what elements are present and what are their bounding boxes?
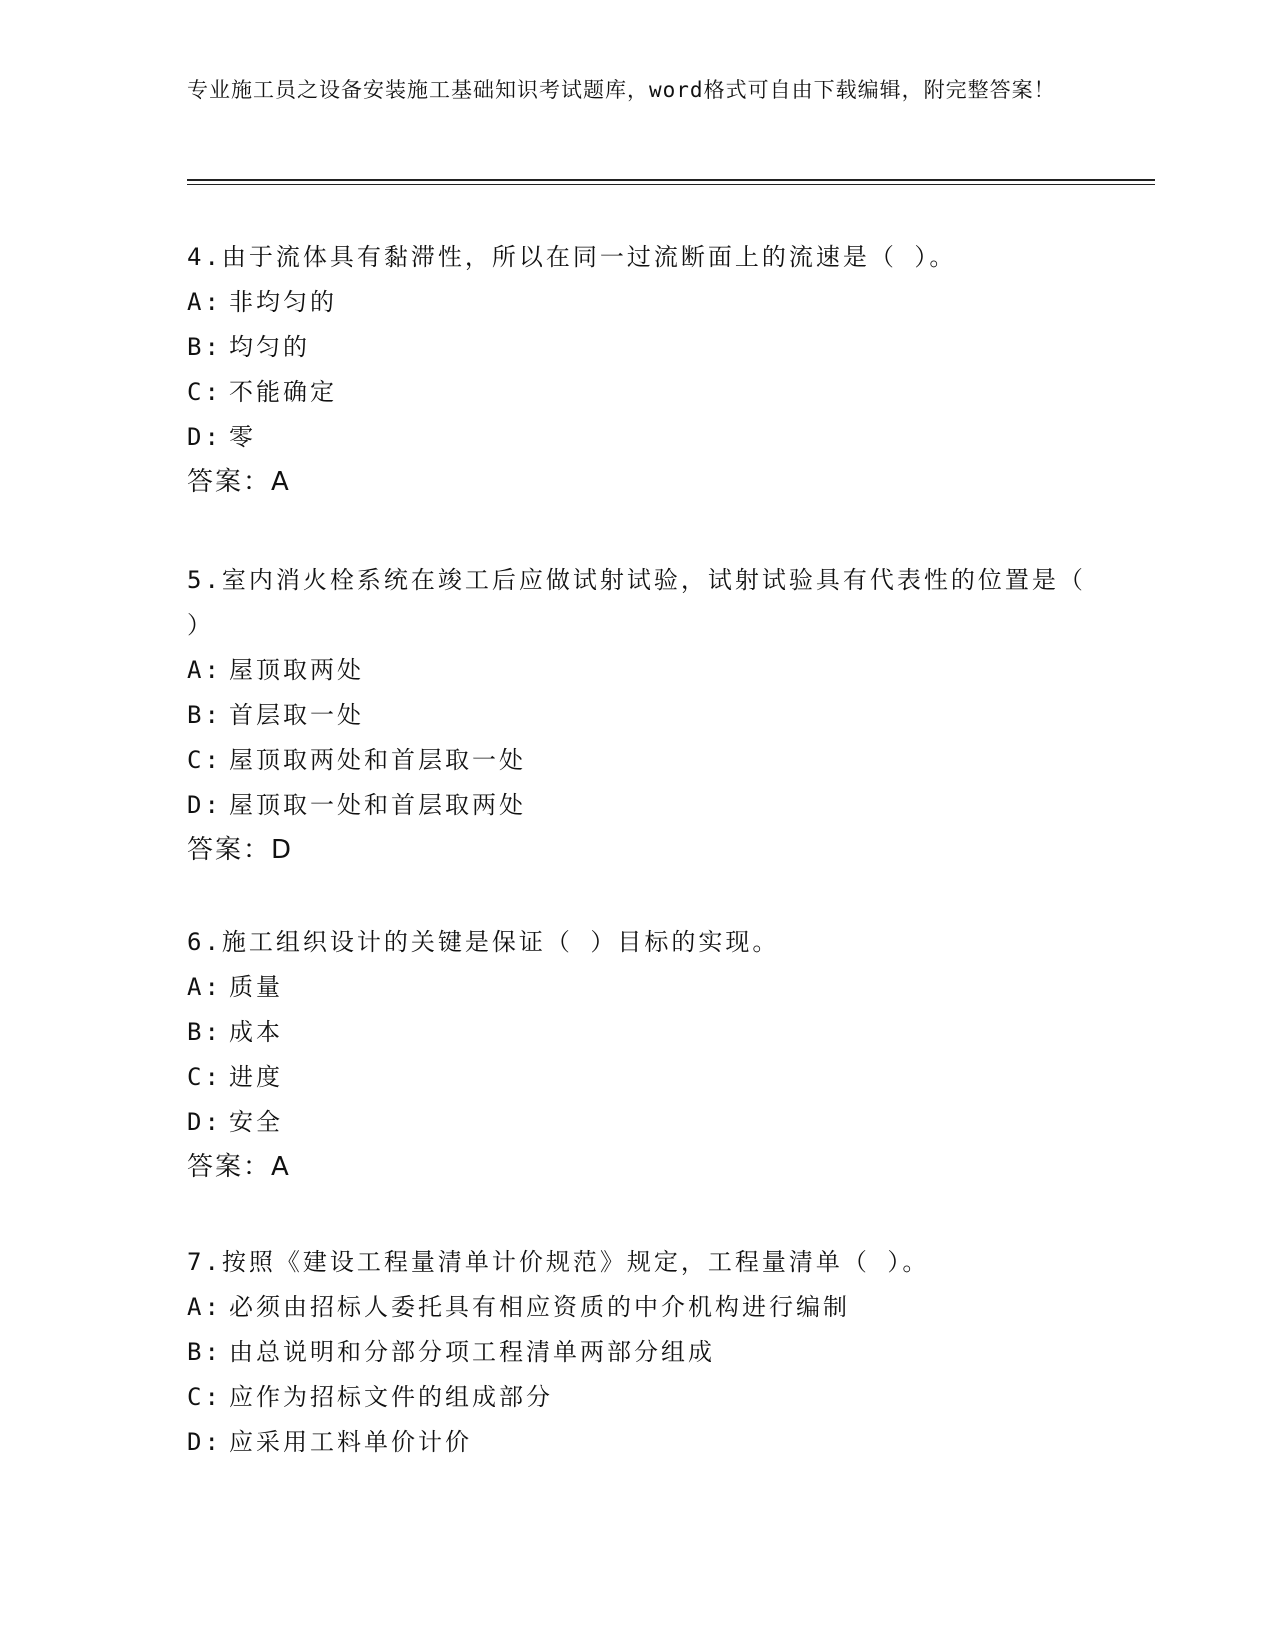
option-text: 由总说明和分部分项工程清单两部分组成 [229,1338,715,1366]
option-d [187,783,1087,828]
question-4 [187,235,1087,505]
option-letter: B: [187,701,222,729]
question-stem: 6.施工组织设计的关键是保证（ ）目标的实现。 [187,928,780,956]
answer-line: 答案：D [187,835,294,865]
option-letter: C: [187,378,222,406]
option-text: 零 [229,423,256,451]
option-a [187,965,1087,1010]
question-stem: 5.室内消火栓系统在竣工后应做试射试验，试射试验具有代表性的位置是（ ） [187,566,1086,639]
option-text: 首层取一处 [229,701,364,729]
option-letter: D: [187,1428,222,1456]
document-header: 专业施工员之设备安装施工基础知识考试题库，word格式可自由下载编辑，附完整答案！ [187,78,1056,102]
option-d [187,1100,1087,1145]
question-stem: 4.由于流体具有黏滞性，所以在同一过流断面上的流速是（ ）。 [187,243,957,271]
option-a [187,648,1087,693]
option-text: 成本 [229,1018,283,1046]
option-b [187,1010,1087,1055]
option-letter: B: [187,1338,222,1366]
option-text: 质量 [229,973,283,1001]
option-a [187,280,1087,325]
option-b [187,325,1087,370]
question-7 [187,1240,1087,1465]
option-text: 应作为招标文件的组成部分 [229,1383,553,1411]
question-stem: 7.按照《建设工程量清单计价规范》规定，工程量清单（ ）。 [187,1248,930,1276]
option-text: 进度 [229,1063,283,1091]
option-letter: D: [187,1108,222,1136]
question-6 [187,920,1087,1190]
option-d [187,415,1087,460]
option-letter: D: [187,423,222,451]
option-text: 屋顶取两处和首层取一处 [229,746,526,774]
option-text: 均匀的 [229,333,310,361]
option-text: 屋顶取两处 [229,656,364,684]
option-letter: B: [187,1018,222,1046]
option-c [187,1375,1087,1420]
option-a [187,1285,1087,1330]
option-letter: D: [187,791,222,819]
option-letter: B: [187,333,222,361]
question-5 [187,558,1087,873]
header-divider [187,179,1155,181]
option-b [187,693,1087,738]
option-letter: A: [187,1293,222,1321]
option-text: 必须由招标人委托具有相应资质的中介机构进行编制 [229,1293,850,1321]
option-c [187,738,1087,783]
header-divider-thin [187,184,1155,185]
option-c [187,1055,1087,1100]
option-letter: A: [187,288,222,316]
option-text: 非均匀的 [229,288,337,316]
option-text: 应采用工料单价计价 [229,1428,472,1456]
option-letter: C: [187,1063,222,1091]
answer-line: 答案：A [187,467,291,497]
option-c [187,370,1087,415]
option-letter: A: [187,973,222,1001]
option-letter: C: [187,1383,222,1411]
answer-line: 答案：A [187,1152,291,1182]
option-letter: A: [187,656,222,684]
option-letter: C: [187,746,222,774]
option-b [187,1330,1087,1375]
option-d [187,1420,1087,1465]
option-text: 安全 [229,1108,283,1136]
option-text: 不能确定 [229,378,337,406]
option-text: 屋顶取一处和首层取两处 [229,791,526,819]
